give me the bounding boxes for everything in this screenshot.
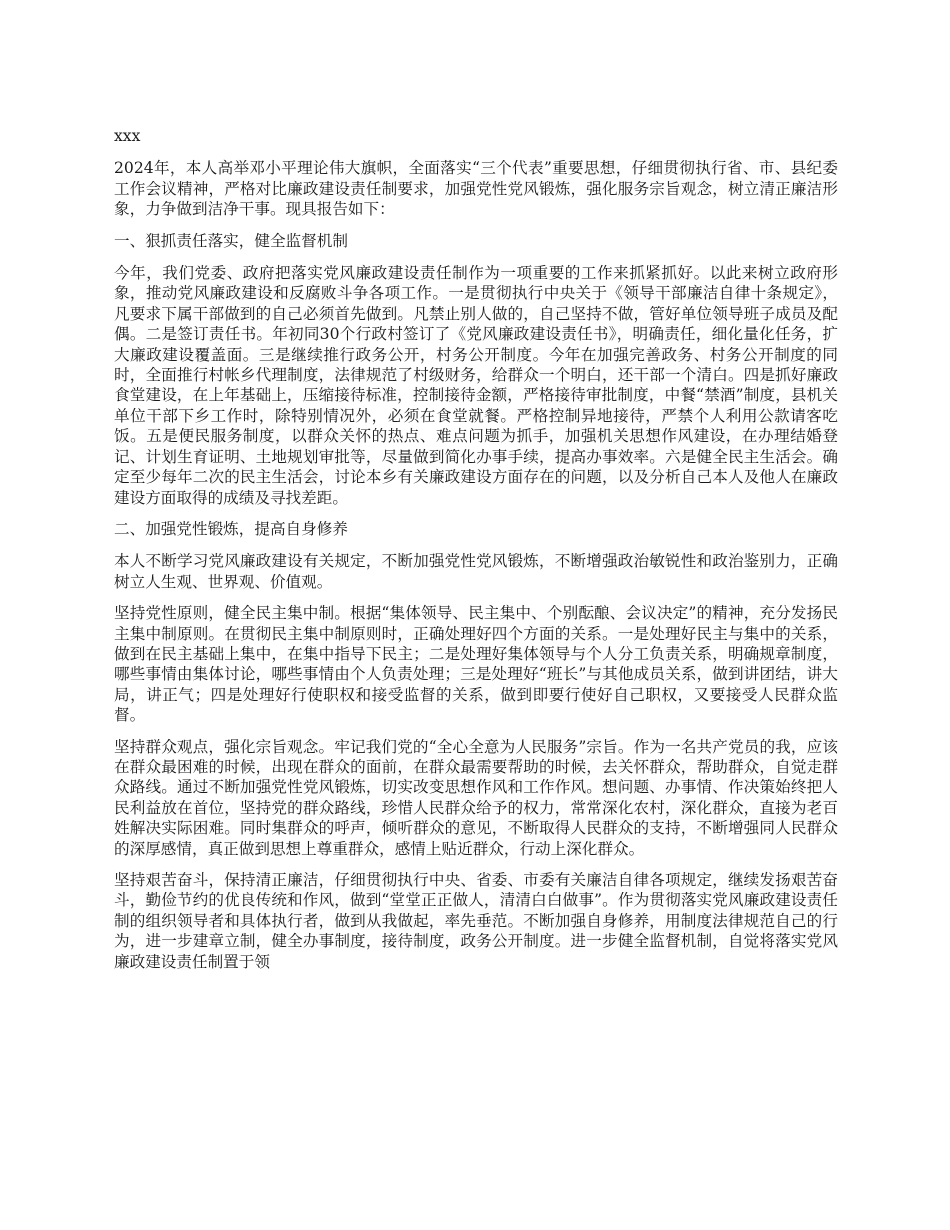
body-paragraph: 坚持群众观点，强化宗旨观念。牢记我们党的“全心全意为人民服务”宗旨。作为一名共产党员的我，应该在群众最困难的时候，出现在群众的面前，在群众最需要帮助的时候，去关怀群众，帮助群众，自觉走群众路线。通过不断加强党性党风锻炼，切实改变思想作风和工作作风。想问题、办事情、作决策始终把人民利益放在首位，坚持党的群众路线，珍惜人民群众给予的权力，常常深化农村，深化群众，直接为老百姓解决实际困难。同时集群众的呼声，倾听群众的意见，不断取得人民群众的支持，不断增强同人民群众的深厚感情，真正做到思想上尊重群众，感情上贴近群众，行动上深化群众。: [114, 737, 838, 858]
section-heading-2: 二、加强党性锻炼，提高自身修养: [114, 519, 348, 538]
document-page: [114, 126, 838, 983]
body-paragraph: 坚持党性原则，健全民主集中制。根据“集体领导、民主集中、个别酝酿、会议决定”的精神，充分发扬民主集中制原则。在贯彻民主集中制原则时，正确处理好四个方面的关系。一是处理好民主与集中的关系，做到在民主基础上集中，在集中指导下民主；二是处理好集体领导与个人分工负责关系，明确规章制度，哪些事情由集体讨论，哪些事情由个人负责处理；三是处理好“班长”与其他成员关系，做到讲团结，讲大局，讲正气；四是处理好行使职权和接受监督的关系，做到即要行使好自己职权，又要接受人民群众监督。: [114, 604, 838, 725]
body-paragraph: 坚持艰苦奋斗，保持清正廉洁，仔细贯彻执行中央、省委、市委有关廉洁自律各项规定，继续发扬艰苦奋斗，勤俭节约的优良传统和作风，做到“堂堂正正做人，清清白白做事”。作为贯彻落实党风廉政建设责任制的组织领导者和具体执行者，做到从我做起，率先垂范。不断加强自身修养，用制度法律规范自己的行为，进一步建章立制，健全办事制度，接待制度，政务公开制度。进一步健全监督机制，自觉将落实党风廉政建设责任制置于领: [114, 871, 838, 971]
section-heading-1: 一、狠抓责任落实，健全监督机制: [114, 231, 348, 250]
body-paragraph: 今年，我们党委、政府把落实党风廉政建设责任制作为一项重要的工作来抓紧抓好。以此来树立政府形象，推动党风廉政建设和反腐败斗争各项工作。一是贯彻执行中央关于《领导干部廉洁自律十条规定》，凡要求下属干部做到的自己必须首先做到。凡禁止别人做的，自己坚持不做，管好单位领导班子成员及配偶。二是签订责任书。年初同30个行政村签订了《党风廉政建设责任书》，明确责任，细化量化任务，扩大廉政建设覆盖面。三是继续推行政务公开，村务公开制度。今年在加强完善政务、村务公开制度的同时，全面推行村帐乡代理制度，法律规范了村级财务，给群众一个明白，还干部一个清白。四是抓好廉政食堂建设，在上年基础上，压缩接待标准，控制接待金额，严格接待审批制度，中餐“禁酒”制度，县机关单位干部下乡工作时，除特别情况外，必须在食堂就餐。严格控制异地接待，严禁个人利用公款请客吃饭。五是便民服务制度，以群众关怀的热点、难点问题为抓手，加强机关思想作风建设，在办理结婚登记、计划生育证明、土地规划审批等，尽量做到简化办事手续，提高办事效率。六是健全民主生活会。确定至少每年二次的民主生活会，讨论本乡有关廉政建设方面存在的问题，以及分析自己本人及他人在廉政建设方面取得的成绩及寻找差距。: [114, 264, 838, 507]
document-title: xxx: [114, 127, 141, 145]
body-paragraph: 本人不断学习党风廉政建设有关规定，不断加强党性党风锻炼，不断增强政治敏锐性和政治鉴别力，正确树立人生观、世界观、价值观。: [114, 552, 838, 591]
intro-paragraph: 2024年，本人高举邓小平理论伟大旗帜，全面落实“三个代表”重要思想，仔细贯彻执行省、市、县纪委工作会议精神，严格对比廉政建设责任制要求，加强党性党风锻炼，强化服务宗旨观念，树立清正廉洁形象，力争做到洁净干事。现具报告如下：: [114, 159, 838, 219]
